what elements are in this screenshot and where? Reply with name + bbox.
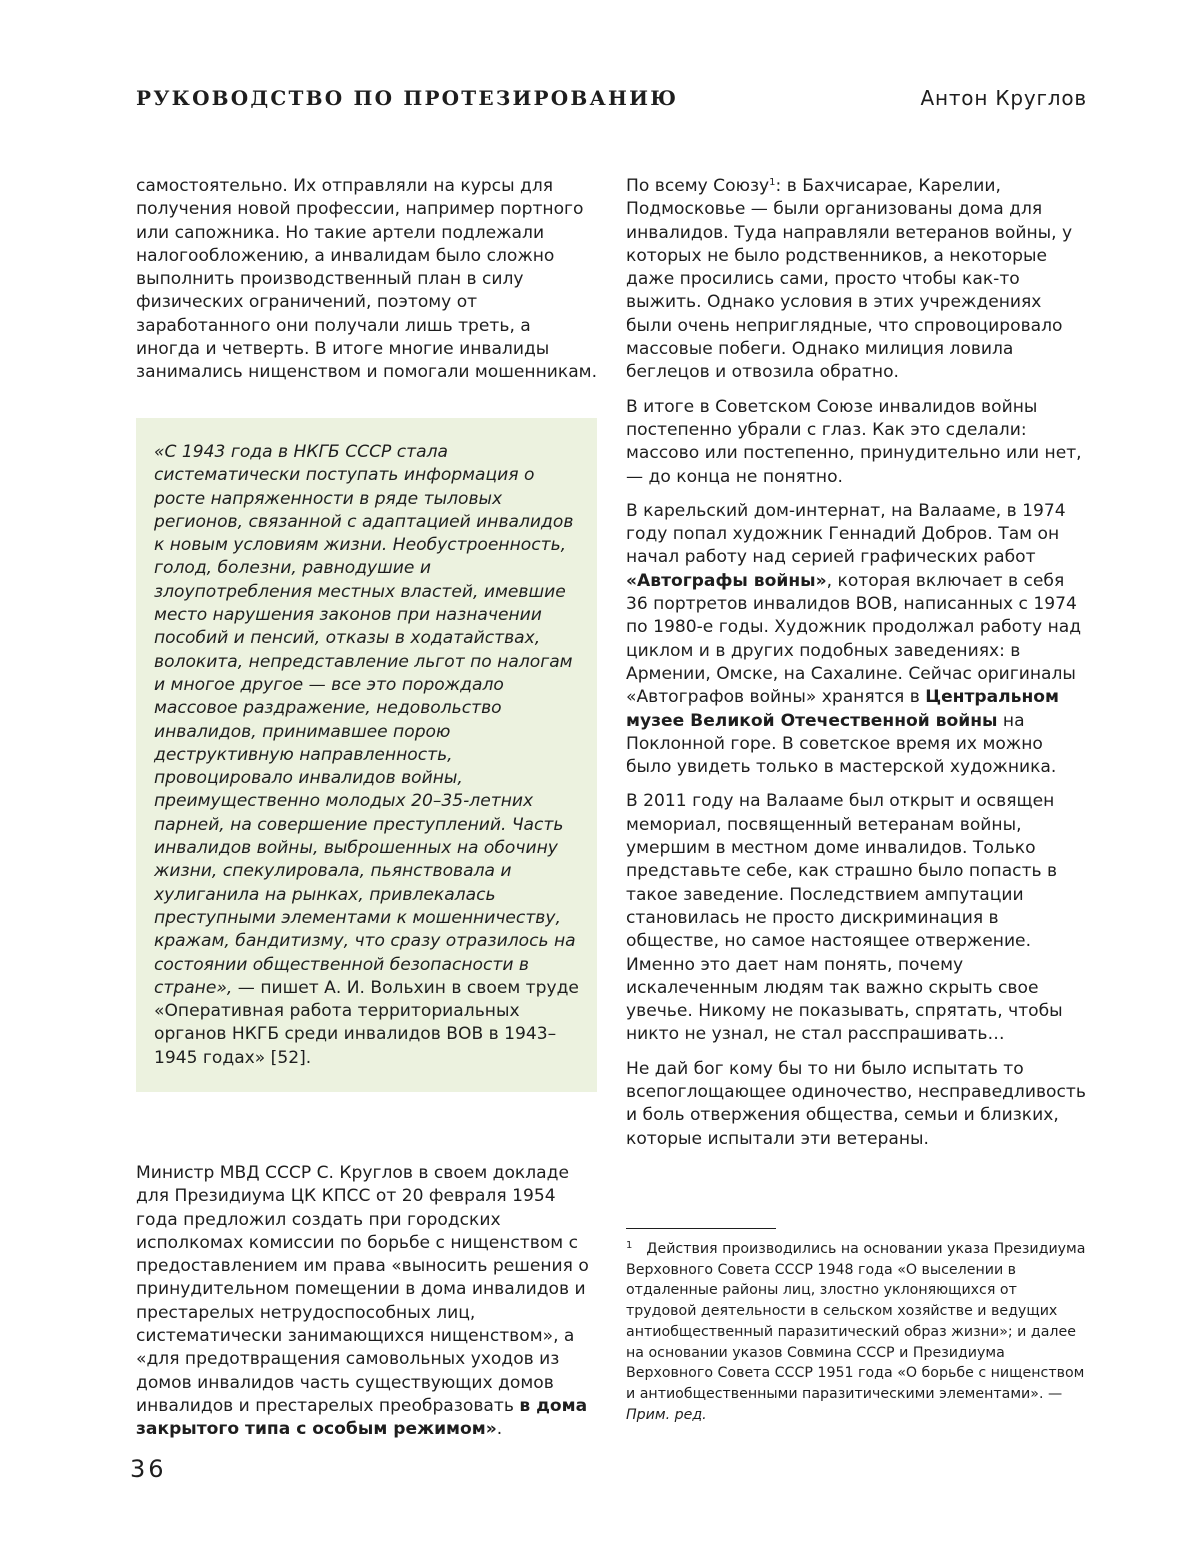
footnote-number: 1 (626, 1240, 633, 1251)
footnote-ref: 1 (769, 177, 776, 188)
right-paragraph-1-start: По всему Союзу (626, 176, 770, 196)
right-paragraph-3-b: , которая включает в себя 36 портретов инвалидов ВОВ, написанных с 1974 по 1980-е годы. Художник продолжал работу над циклом и в других подобных заведениях: в Армении, Омске, на Сахалине. Сейчас оригиналы «Автографов войны» хранятся в (626, 570, 1082, 708)
right-paragraph-4: В 2011 году на Валааме был открыт и освящен мемориал, посвященный ветеранам войны, умершим в местном доме инвалидов. Только представьте себе, как страшно было попасть в такое заведение. Последствием ампутации становилась не просто дискриминация в обществе, но самое настоящее отвержение. Именно это дает нам понять, почему искалеченным людям так важно скрыть свое увечье. Никому не показывать, спрятать, чтобы никто не узнал, не стал расспрашивать… (626, 791, 1063, 1045)
right-column (626, 175, 1087, 1151)
left-column-top (136, 175, 597, 385)
right-paragraph-3-c: на Поклонной горе. В советское время их можно было увидеть только в мастерской художника. (626, 710, 1057, 778)
quote-text (154, 441, 587, 1070)
left-paragraph-2-bold: в дома закрытого типа с особым режимом» (136, 1395, 588, 1440)
quote-attribution: — пишет А. И. Вольхин в своем труде «Оперативная работа территориальных органов НКГБ среди инвалидов ВОВ в 1943–1945 годах» [52]. (154, 977, 579, 1068)
footnote (626, 1236, 1087, 1425)
right-paragraph-3 (626, 500, 1087, 780)
right-paragraph-2: В итоге в Советском Союзе инвалидов войны постепенно убрали с глаз. Как это сделали: массово или постепенно, принудительно или нет, — до конца не понятно. (626, 396, 1082, 487)
footnote-body: Действия производились на основании указа Президиума Верховного Совета СССР 1948 года «О выселении в отдаленные районы лиц, злостно уклоняющихся от трудовой деятельности в сельском хозяйстве и ведущих антиобщественный паразитический образ жизни»; и далее на основании указов Совмина СССР и Президиума Верховного Совета СССР 1951 года «О борьбе с нищенством и антиобщественными паразитическими элементами». — (626, 1241, 1086, 1402)
right-paragraph-3-bold-1: «Автографы войны» (626, 570, 827, 591)
left-paragraph-2 (136, 1162, 597, 1442)
left-paragraph-1: самостоятельно. Их отправляли на курсы для получения новой профессии, например портного или сапожника. Но такие артели подлежали налогообложению, а инвалидам было сложно выполнить производственный план в силу физических ограничений, поэтому от заработанного они получали лишь треть, а иногда и четверть. В итоге многие инвалиды занимались нищенством и помогали мошенникам. (136, 176, 598, 383)
right-paragraph-1 (626, 175, 1087, 385)
running-header-title: РУКОВОДСТВО ПО ПРОТЕЗИРОВАНИЮ (136, 86, 679, 110)
quote-box (136, 418, 597, 1092)
left-paragraph-2-end: . (496, 1419, 503, 1440)
page-number: 36 (130, 1455, 167, 1483)
left-paragraph-2-text: Министр МВД СССР С. Круглов в своем докладе для Президиума ЦК КПСС от 20 февраля 1954 года предложил создать при городских исполкомах комиссии по борьбе с нищенством с предоставлением им права «выносить решения о принудительном помещении в дома инвалидов и престарелых нетрудоспособных лиц, систематически занимающихся нищенством», а «для предотвращения самовольных уходов из домов инвалидов часть существующих домов инвалидов и престарелых преобразовать (136, 1163, 589, 1416)
right-paragraph-3-a: В карельский дом-интернат, на Валааме, в 1974 году попал художник Геннадий Добров. Там он начал работу над серией графических работ (626, 500, 1066, 568)
quote-italic: «С 1943 года в НКГБ СССР стала систематически поступать информация о росте напряженности в ряде тыловых регионов, связанной с адаптацией инвалидов к новым условиям жизни. Необустроенность, голод, болезни, равнодушие и злоупотребления местных властей, имевшие место нарушения законов при назначении пособий и пенсий, отказы в ходатайствах, волокита, непредставление льгот по налогам и многое другое — все это порождало массовое раздражение, недовольство инвалидов, принимавшее порою деструктивную направленность, провоцировало инвалидов войны, преимущественно молодых 20–35-летних парней, на совершение преступлений. Часть инвалидов войны, выброшенных на обочину жизни, спекулировала, пьянствовала и хулиганила на рынках, привлекалась преступными элементами к мошенничеству, кражам, бандитизму, что сразу отразилось на состоянии общественной безопасности в стране», (154, 442, 576, 998)
footnote-divider (626, 1228, 776, 1229)
footnote-text (626, 1236, 1087, 1425)
right-paragraph-1-end: : в Бахчисарае, Карелии, Подмосковье — были организованы дома для инвалидов. Туда направляли ветеранов войны, у которых не было родственников, а некоторые даже просились сами, просто чтобы как-то выжить. Однако условия в этих учреждениях были очень неприглядные, что спровоцировало массовые побеги. Однако милиция ловила беглецов и отвозила обратно. (626, 176, 1073, 383)
left-column-bottom (136, 1162, 597, 1442)
footnote-editor-note: Прим. ред. (626, 1406, 707, 1423)
right-paragraph-5: Не дай бог кому бы то ни было испытать то всепоглощающее одиночество, несправедливость и боль отвержения общества, семьи и близких, которые испытали эти ветераны. (626, 1058, 1086, 1149)
right-paragraph-3-bold-2: Центральном музее Великой Отечественной войны (626, 687, 1060, 731)
running-header-author: Антон Круглов (920, 86, 1087, 110)
